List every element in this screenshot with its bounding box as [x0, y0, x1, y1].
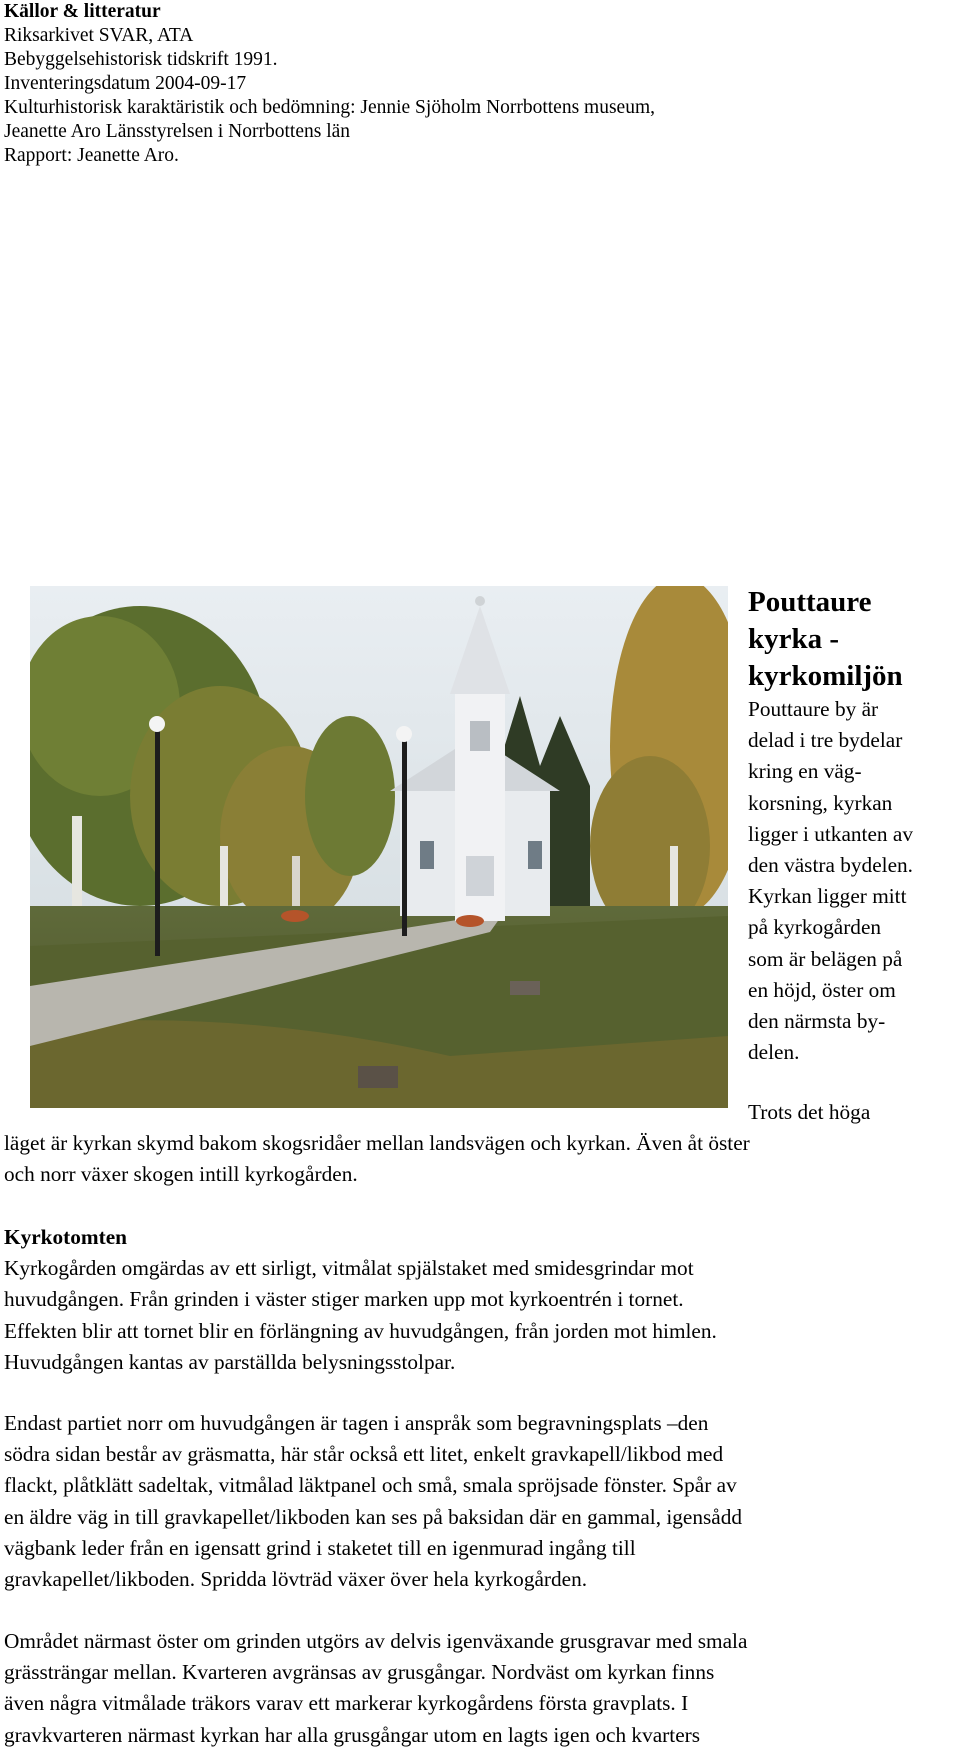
section-title [748, 584, 958, 695]
continuation-paragraph [4, 1097, 958, 1191]
sidebar-paragraph [748, 694, 960, 1068]
source-line: Jeanette Aro Länsstyrelsen i Norrbottens län [4, 121, 351, 142]
body-paragraph [4, 1626, 958, 1751]
text-line: Trots det höga [748, 1100, 871, 1124]
source-line: Riksarkivet SVAR, ATA [4, 25, 194, 46]
text-line: Effekten blir att tornet blir en förlängning av huvudgången, från jorden mot himlen. [4, 1318, 717, 1343]
text-line: delen. [748, 1040, 800, 1065]
text-line: Endast partiet norr om huvudgången är tagen i anspråk som begravningsplats –den [4, 1411, 709, 1435]
text-line: ligger i utkanten av [748, 821, 913, 846]
text-line: på kyrkogården [748, 915, 882, 940]
church-photo [30, 586, 728, 1108]
source-line: Inventeringsdatum 2004-09-17 [4, 73, 247, 94]
text-line: en höjd, öster om [748, 977, 896, 1002]
text-line: gravkvarteren närmast kyrkan har alla grusgångar utom en lagts igen och kvarters [4, 1722, 701, 1747]
body-paragraph [4, 1408, 958, 1595]
text-line: och norr växer skogen intill kyrkogården. [4, 1162, 358, 1187]
text-line: vägbank leder från en igensatt grind i staketet till en igenmurad ingång till [4, 1535, 636, 1560]
text-line: Huvudgången kantas av parställda belysningsstolpar. [4, 1349, 456, 1374]
text-line: Kyrkan ligger mitt [748, 884, 907, 909]
source-line: Bebyggelsehistorisk tidskrift 1991. [4, 49, 278, 70]
text-line: huvudgången. Från grinden i väster stiger marken upp mot kyrkoentrén i tornet. [4, 1287, 684, 1312]
text-line: flackt, plåtklätt sadeltak, vitmålad läktpanel och små, smala spröjsade fönster. Spår av [4, 1473, 737, 1498]
text-line: en äldre väg in till gravkapellet/likboden kan ses på baksidan där en gammal, igensådd [4, 1504, 743, 1529]
text-line: Pouttaure by är [748, 697, 879, 721]
text-line: gravkapellet/likboden. Spridda lövträd växer över hela kyrkogården. [4, 1567, 588, 1592]
text-line: delad i tre bydelar [748, 728, 903, 753]
text-line: södra sidan består av gräsmatta, här står också ett litet, enkelt gravkapell/likbod med [4, 1442, 724, 1467]
text-line: även några vitmålade träkors varav ett markerar kyrkogårdens första gravplats. I [4, 1691, 689, 1716]
title-line: kyrkomiljön [748, 660, 903, 692]
text-line: som är belägen på [748, 946, 903, 971]
kyrkotomten-section [4, 1222, 958, 1378]
text-line: Området närmast öster om grinden utgörs av delvis igenväxande grusgravar med smala [4, 1629, 748, 1653]
sources-heading: Källor & litteratur [4, 1, 161, 22]
text-line: grässträngar mellan. Kvarteren avgränsas av grusgångar. Nordväst om kyrkan finns [4, 1660, 715, 1685]
title-line: kyrka - [748, 623, 840, 655]
text-line: läget är kyrkan skymd bakom skogsridåer mellan landsvägen och kyrkan. Även åt öster [4, 1131, 750, 1156]
sources-section [4, 0, 954, 168]
text-line: korsning, kyrkan [748, 790, 893, 815]
text-line: den västra bydelen. [748, 853, 913, 878]
text-line: Kyrkogården omgärdas av ett sirligt, vitmålat spjälstaket med smidesgrindar mot [4, 1256, 694, 1281]
section-heading: Kyrkotomten [4, 1225, 128, 1249]
text-line: den närmsta by- [748, 1009, 886, 1034]
text-line: kring en väg- [748, 759, 862, 784]
source-line: Kulturhistorisk karaktäristik och bedömning: Jennie Sjöholm Norrbottens museum, [4, 97, 656, 118]
title-line: Pouttaure [748, 586, 872, 618]
source-line: Rapport: Jeanette Aro. [4, 145, 179, 166]
